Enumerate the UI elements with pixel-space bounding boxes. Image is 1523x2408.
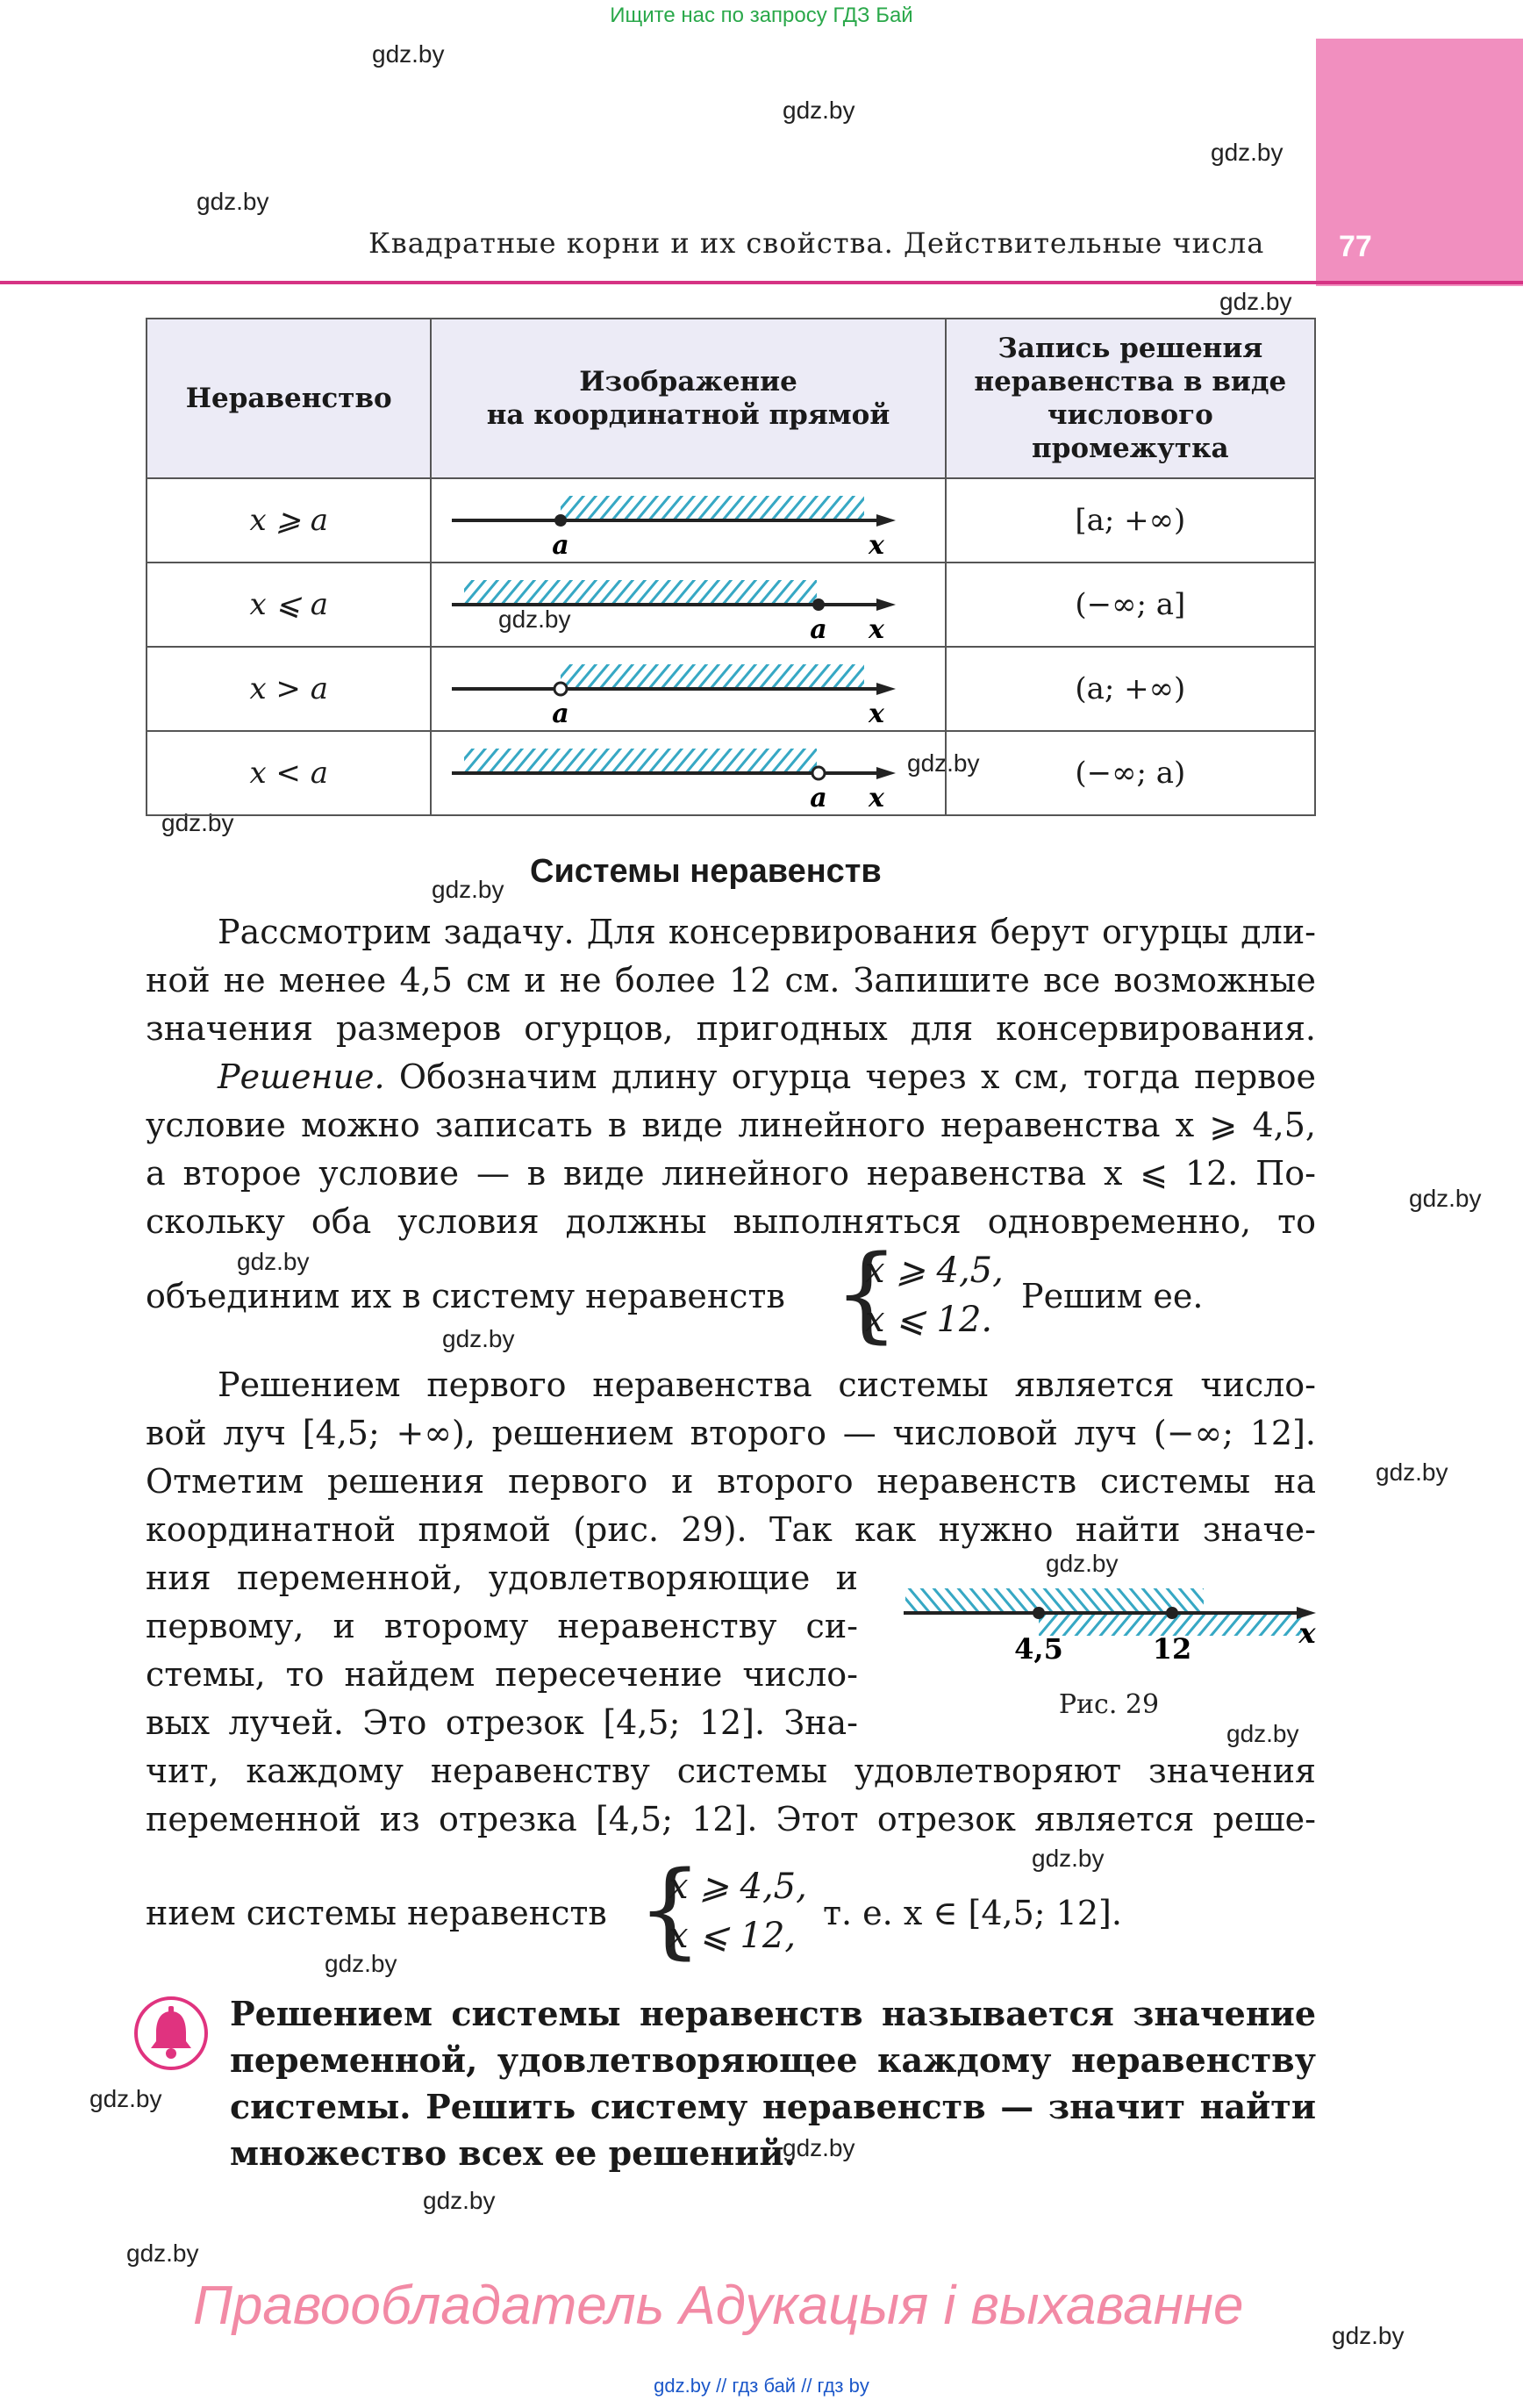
inequality-table — [146, 318, 1316, 816]
watermark: gdz.by — [423, 2187, 496, 2214]
axis-arrow — [876, 767, 896, 779]
text-line: объединим их в систему неравенств — [146, 1277, 785, 1315]
watermark: gdz.by — [1226, 1720, 1299, 1747]
header-inequality: Неравенство — [147, 319, 431, 478]
rule-line: Решением системы неравенств называется значение — [230, 1994, 1316, 2033]
table-row — [147, 731, 1315, 815]
table-row — [147, 563, 1315, 647]
section-heading: Системы неравенств — [530, 853, 882, 890]
open-point — [554, 683, 567, 695]
system-brace: { — [833, 1232, 900, 1353]
point-label: a — [809, 614, 827, 641]
watermark: gdz.by — [907, 749, 980, 777]
text-line: Решение. Обозначим длину огурца через x см, тогда первое — [218, 1057, 1316, 1096]
number-line-diagram — [443, 484, 934, 557]
table-header-row — [147, 319, 1315, 478]
number-line-diagram — [443, 568, 934, 641]
hatch-region — [464, 580, 817, 603]
running-head: Квадратные корни и их свойства. Действительные числа — [368, 226, 1265, 260]
watermark: gdz.by — [432, 876, 504, 903]
header-line: на координатной прямой — [486, 399, 890, 431]
watermark: gdz.by — [197, 188, 269, 215]
watermark: gdz.by — [1332, 2322, 1405, 2349]
axis-arrow — [876, 683, 896, 695]
watermark: gdz.by — [372, 40, 445, 68]
row-interval: [a; +∞) — [946, 478, 1315, 563]
header-line: Изображение — [579, 366, 797, 398]
closed-point — [554, 514, 567, 527]
closed-point — [812, 598, 825, 611]
text-line: ной не менее 4,5 см и не более 12 см. Запишите все возможные — [146, 961, 1316, 1000]
header-line: неравенства в виде — [974, 366, 1287, 398]
point-label: a — [551, 699, 569, 726]
header-line: числового — [1047, 399, 1213, 431]
figure-29 — [898, 1580, 1328, 1729]
axis-label: x — [868, 699, 884, 726]
row-number-line — [431, 563, 945, 647]
number-line-diagram — [443, 736, 934, 810]
watermark: gdz.by — [783, 2134, 855, 2161]
text-line: Решим ее. — [1021, 1277, 1204, 1315]
text-line: Решением первого неравенства системы является число- — [218, 1365, 1316, 1404]
text-line: переменной из отрезка [4,5; 12]. Этот отрезок является реше- — [146, 1800, 1316, 1838]
table-row — [147, 478, 1315, 563]
open-point — [812, 767, 825, 779]
text-line: нием системы неравенств — [146, 1894, 607, 1932]
header-interval — [946, 319, 1315, 478]
system-line: x ⩽ 12. — [865, 1300, 993, 1340]
watermark: gdz.by — [1211, 139, 1283, 166]
header-rule — [0, 281, 1523, 284]
watermark: gdz.by — [1376, 1458, 1448, 1486]
text-line: скольку оба условия должны выполняться одновременно, то — [146, 1202, 1316, 1241]
point-4-5 — [1033, 1607, 1045, 1619]
hatch-region — [464, 749, 817, 771]
text-line: ния переменной, удовлетворяющие и — [146, 1559, 858, 1597]
axis-arrow — [876, 514, 896, 527]
text-line: а второе условие — в виде линейного неравенства x ⩽ 12. По- — [146, 1154, 1316, 1193]
watermark: gdz.by — [325, 1950, 397, 1977]
text-line: Рассмотрим задачу. Для консервирования берут огурцы дли- — [218, 913, 1316, 951]
copyright-notice: Правообладатель Адукацыя і выхаванне — [193, 2275, 1244, 2336]
point-label: a — [551, 530, 569, 557]
row-number-line — [431, 478, 945, 563]
row-interval: (−∞; a] — [946, 563, 1315, 647]
text-line: координатной прямой (рис. 29). Так как нужно найти значе- — [146, 1510, 1316, 1549]
point-label: a — [809, 783, 827, 810]
page-number: 77 — [1339, 230, 1372, 263]
watermark: gdz.by — [442, 1325, 515, 1352]
text-line: первому, и второму неравенству си- — [146, 1607, 858, 1645]
header-line: промежутка — [1032, 433, 1229, 464]
row-interval: (−∞; a) — [946, 731, 1315, 815]
system-line: x ⩾ 4,5, — [865, 1251, 1004, 1291]
text-line: значения размеров огурцов, пригодных для консервирования. — [146, 1009, 1316, 1048]
text-line: условие можно записать в виде линейного неравенства x ⩾ 4,5, — [146, 1106, 1316, 1144]
top-note: Ищите нас по запросу ГДЗ Бай — [610, 4, 913, 27]
axis-arrow — [876, 598, 896, 611]
number-line-diagram — [443, 652, 934, 726]
label-12: 12 — [1152, 1632, 1192, 1666]
point-12 — [1166, 1607, 1178, 1619]
header-image — [431, 319, 945, 478]
system-line: x ⩾ 4,5, — [669, 1867, 807, 1907]
text-line: стемы, то найдем пересечение число- — [146, 1655, 858, 1694]
axis-label: x — [868, 783, 884, 810]
text-line: т. е. x ∈ [4,5; 12]. — [823, 1894, 1122, 1932]
text-line: чит, каждому неравенству системы удовлетворяют значения — [146, 1752, 1316, 1790]
row-inequality: x < a — [147, 731, 431, 815]
row-number-line — [431, 647, 945, 731]
hatch-region-left — [905, 1588, 1204, 1611]
axis-label: x — [868, 530, 884, 557]
rule-line: системы. Решить систему неравенств — значит найти — [230, 2087, 1316, 2126]
text-line: вой луч [4,5; +∞), решением второго — числовой луч (−∞; 12]. — [146, 1414, 1316, 1452]
system-line: x ⩽ 12, — [669, 1916, 797, 1956]
footer-links[interactable]: gdz.by // гдз бай // гдз by — [654, 2375, 869, 2397]
axis-label: x — [868, 614, 884, 641]
bell-icon — [132, 1994, 211, 2073]
inequality-system — [669, 1862, 807, 1960]
rule-line: переменной, удовлетворяющее каждому неравенству — [230, 2040, 1316, 2080]
watermark: gdz.by — [89, 2085, 162, 2112]
header-line: Запись решения — [997, 333, 1263, 364]
figure-caption: Рис. 29 — [1058, 1689, 1160, 1720]
row-inequality: x ⩽ a — [147, 563, 431, 647]
watermark: gdz.by — [1032, 1845, 1105, 1872]
watermark: gdz.by — [126, 2240, 199, 2267]
hatch-region — [561, 496, 864, 519]
watermark: gdz.by — [237, 1248, 310, 1275]
label-4-5: 4,5 — [1014, 1632, 1063, 1666]
table-row — [147, 647, 1315, 731]
watermark: gdz.by — [783, 97, 855, 124]
watermark: gdz.by — [498, 606, 571, 633]
row-inequality: x ⩾ a — [147, 478, 431, 563]
watermark: gdz.by — [1046, 1550, 1119, 1577]
watermark: gdz.by — [1219, 288, 1292, 315]
inequality-system — [865, 1246, 1004, 1344]
row-inequality: x > a — [147, 647, 431, 731]
axis-label: x — [1298, 1616, 1316, 1650]
system-brace: { — [637, 1848, 704, 1969]
rule-line: множество всех ее решений. — [230, 2133, 796, 2173]
text-line: Отметим решения первого и второго неравенств системы на — [146, 1462, 1316, 1501]
row-number-line — [431, 731, 945, 815]
text-line: вых лучей. Это отрезок [4,5; 12]. Зна- — [146, 1703, 858, 1742]
watermark: gdz.by — [161, 809, 234, 836]
watermark: gdz.by — [1409, 1185, 1482, 1212]
row-interval: (a; +∞) — [946, 647, 1315, 731]
hatch-region — [561, 664, 864, 687]
